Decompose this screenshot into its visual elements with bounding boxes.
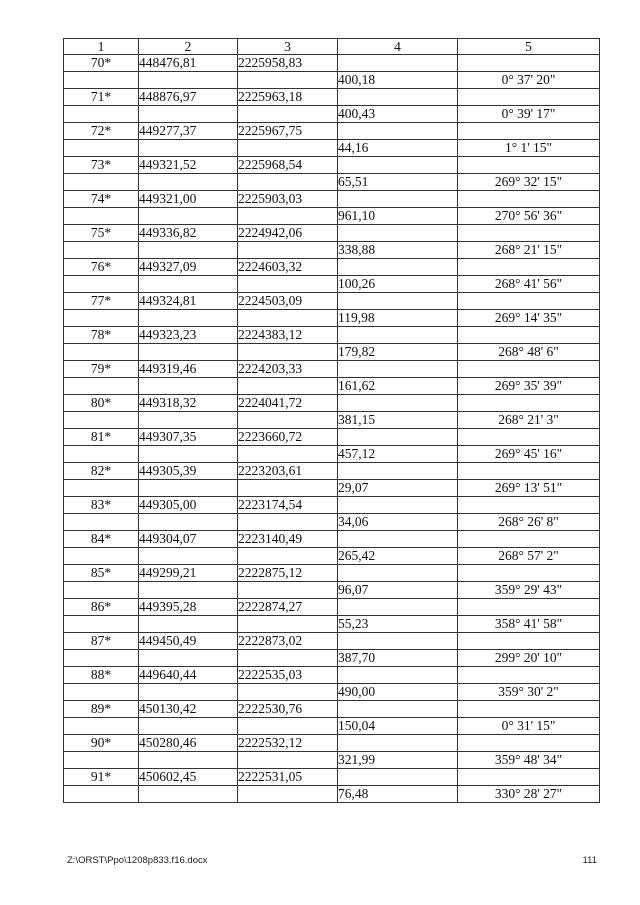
segment-angle: 268° 21' 15" <box>458 242 600 259</box>
table-row-point <box>64 259 600 276</box>
coordinate-y: 2225963,18 <box>238 89 338 106</box>
empty-cell <box>338 327 458 344</box>
point-number: 78* <box>64 327 139 344</box>
header-col-5: 5 <box>458 39 600 55</box>
point-number: 76* <box>64 259 139 276</box>
segment-angle: 0° 39' 17" <box>458 106 600 123</box>
coordinate-y: 2222875,12 <box>238 565 338 582</box>
empty-cell <box>458 123 600 140</box>
table-row-point <box>64 55 600 72</box>
empty-cell <box>458 361 600 378</box>
coordinate-x: 448876,97 <box>139 89 238 106</box>
empty-cell <box>338 259 458 276</box>
coordinate-y: 2225967,75 <box>238 123 338 140</box>
table-row-segment <box>64 650 600 667</box>
empty-cell <box>139 684 238 701</box>
coordinate-x: 449304,07 <box>139 531 238 548</box>
empty-cell <box>238 650 338 667</box>
point-number: 83* <box>64 497 139 514</box>
empty-cell <box>338 55 458 72</box>
empty-cell <box>238 412 338 429</box>
empty-cell <box>64 344 139 361</box>
segment-angle: 268° 26' 8" <box>458 514 600 531</box>
empty-cell <box>238 140 338 157</box>
page-number: 111 <box>582 855 597 866</box>
coordinate-y: 2222531,05 <box>238 769 338 786</box>
coordinate-y: 2225958,83 <box>238 55 338 72</box>
segment-distance: 490,00 <box>338 684 458 701</box>
empty-cell <box>458 293 600 310</box>
empty-cell <box>338 531 458 548</box>
empty-cell <box>458 667 600 684</box>
empty-cell <box>139 446 238 463</box>
table-row-segment <box>64 684 600 701</box>
table-header-row <box>64 39 600 55</box>
empty-cell <box>139 786 238 803</box>
table-row-point <box>64 395 600 412</box>
point-number: 82* <box>64 463 139 480</box>
segment-angle: 270° 56' 36" <box>458 208 600 225</box>
table-row-segment <box>64 72 600 89</box>
table-row-point <box>64 123 600 140</box>
coordinate-y: 2222535,03 <box>238 667 338 684</box>
table-row-segment <box>64 718 600 735</box>
empty-cell <box>64 140 139 157</box>
empty-cell <box>64 106 139 123</box>
empty-cell <box>64 548 139 565</box>
empty-cell <box>64 310 139 327</box>
empty-cell <box>238 786 338 803</box>
empty-cell <box>458 259 600 276</box>
empty-cell <box>64 412 139 429</box>
coordinate-y: 2223174,54 <box>238 497 338 514</box>
segment-distance: 265,42 <box>338 548 458 565</box>
segment-distance: 338,88 <box>338 242 458 259</box>
point-number: 75* <box>64 225 139 242</box>
empty-cell <box>139 378 238 395</box>
empty-cell <box>139 582 238 599</box>
empty-cell <box>64 650 139 667</box>
empty-cell <box>238 480 338 497</box>
empty-cell <box>238 718 338 735</box>
segment-angle: 359° 48' 34" <box>458 752 600 769</box>
empty-cell <box>139 208 238 225</box>
coordinate-y: 2222873,02 <box>238 633 338 650</box>
empty-cell <box>458 395 600 412</box>
table-row-segment <box>64 582 600 599</box>
empty-cell <box>338 769 458 786</box>
empty-cell <box>458 157 600 174</box>
segment-angle: 330° 28' 27" <box>458 786 600 803</box>
segment-distance: 34,06 <box>338 514 458 531</box>
segment-angle: 269° 45' 16" <box>458 446 600 463</box>
coordinate-x: 449321,00 <box>139 191 238 208</box>
segment-distance: 44,16 <box>338 140 458 157</box>
table-row-segment <box>64 514 600 531</box>
segment-distance: 65,51 <box>338 174 458 191</box>
empty-cell <box>139 174 238 191</box>
table-row-point <box>64 599 600 616</box>
empty-cell <box>64 242 139 259</box>
table-row-point <box>64 531 600 548</box>
coordinate-x: 450130,42 <box>139 701 238 718</box>
empty-cell <box>338 633 458 650</box>
table-row-segment <box>64 378 600 395</box>
table-row-point <box>64 633 600 650</box>
coordinate-x: 449277,37 <box>139 123 238 140</box>
table-row-segment <box>64 446 600 463</box>
coordinate-x: 449319,46 <box>139 361 238 378</box>
segment-angle: 269° 32' 15" <box>458 174 600 191</box>
segment-distance: 381,15 <box>338 412 458 429</box>
empty-cell <box>338 735 458 752</box>
empty-cell <box>139 514 238 531</box>
empty-cell <box>338 599 458 616</box>
segment-angle: 268° 57' 2" <box>458 548 600 565</box>
empty-cell <box>458 633 600 650</box>
segment-angle: 1° 1' 15" <box>458 140 600 157</box>
table-body <box>64 55 600 803</box>
empty-cell <box>139 72 238 89</box>
coordinate-x: 449321,52 <box>139 157 238 174</box>
coordinate-y: 2223140,49 <box>238 531 338 548</box>
coordinate-y: 2224383,12 <box>238 327 338 344</box>
empty-cell <box>338 89 458 106</box>
header-col-2: 2 <box>139 39 238 55</box>
empty-cell <box>458 89 600 106</box>
table-row-segment <box>64 752 600 769</box>
segment-angle: 0° 31' 15" <box>458 718 600 735</box>
empty-cell <box>338 429 458 446</box>
empty-cell <box>338 123 458 140</box>
empty-cell <box>238 684 338 701</box>
empty-cell <box>458 225 600 242</box>
segment-distance: 179,82 <box>338 344 458 361</box>
table-row-point <box>64 361 600 378</box>
empty-cell <box>338 463 458 480</box>
table-row-segment <box>64 412 600 429</box>
empty-cell <box>64 616 139 633</box>
segment-distance: 400,43 <box>338 106 458 123</box>
empty-cell <box>458 191 600 208</box>
point-number: 85* <box>64 565 139 582</box>
segment-distance: 961,10 <box>338 208 458 225</box>
empty-cell <box>338 361 458 378</box>
table-row-segment <box>64 548 600 565</box>
empty-cell <box>64 480 139 497</box>
table-row-point <box>64 701 600 718</box>
empty-cell <box>238 174 338 191</box>
point-number: 79* <box>64 361 139 378</box>
empty-cell <box>238 276 338 293</box>
empty-cell <box>64 752 139 769</box>
empty-cell <box>64 786 139 803</box>
empty-cell <box>338 293 458 310</box>
empty-cell <box>458 327 600 344</box>
table-row-point <box>64 735 600 752</box>
empty-cell <box>64 718 139 735</box>
empty-cell <box>139 140 238 157</box>
empty-cell <box>458 735 600 752</box>
footer-file-path: Z:\ORST\Ppo\1208p833.f16.docx <box>67 855 208 866</box>
coordinate-x: 450602,45 <box>139 769 238 786</box>
empty-cell <box>139 344 238 361</box>
empty-cell <box>238 242 338 259</box>
coordinate-y: 2225903,03 <box>238 191 338 208</box>
segment-distance: 161,62 <box>338 378 458 395</box>
point-number: 77* <box>64 293 139 310</box>
segment-distance: 119,98 <box>338 310 458 327</box>
empty-cell <box>64 208 139 225</box>
empty-cell <box>338 395 458 412</box>
segment-angle: 299° 20' 10" <box>458 650 600 667</box>
segment-distance: 150,04 <box>338 718 458 735</box>
coordinate-x: 449305,39 <box>139 463 238 480</box>
coordinate-x: 449395,28 <box>139 599 238 616</box>
empty-cell <box>338 701 458 718</box>
empty-cell <box>458 701 600 718</box>
table-row-point <box>64 327 600 344</box>
table-row-segment <box>64 786 600 803</box>
empty-cell <box>238 446 338 463</box>
table-row-point <box>64 667 600 684</box>
table-row-segment <box>64 174 600 191</box>
point-number: 71* <box>64 89 139 106</box>
coordinate-y: 2223660,72 <box>238 429 338 446</box>
coordinate-y: 2224503,09 <box>238 293 338 310</box>
table-row-segment <box>64 242 600 259</box>
table-row-point <box>64 565 600 582</box>
coordinate-x: 449450,49 <box>139 633 238 650</box>
coordinate-y: 2223203,61 <box>238 463 338 480</box>
coordinate-y: 2222532,12 <box>238 735 338 752</box>
segment-angle: 269° 14' 35" <box>458 310 600 327</box>
empty-cell <box>64 582 139 599</box>
point-number: 81* <box>64 429 139 446</box>
table-row-point <box>64 225 600 242</box>
table-row-point <box>64 191 600 208</box>
table-row-segment <box>64 208 600 225</box>
coordinates-table <box>63 38 600 803</box>
point-number: 80* <box>64 395 139 412</box>
empty-cell <box>64 684 139 701</box>
empty-cell <box>139 106 238 123</box>
point-number: 88* <box>64 667 139 684</box>
table-row-segment <box>64 480 600 497</box>
empty-cell <box>238 106 338 123</box>
coordinate-x: 450280,46 <box>139 735 238 752</box>
coordinate-y: 2224942,06 <box>238 225 338 242</box>
empty-cell <box>64 174 139 191</box>
coordinate-y: 2224041,72 <box>238 395 338 412</box>
segment-distance: 400,18 <box>338 72 458 89</box>
table-row-point <box>64 89 600 106</box>
empty-cell <box>139 276 238 293</box>
empty-cell <box>458 769 600 786</box>
point-number: 89* <box>64 701 139 718</box>
empty-cell <box>338 225 458 242</box>
point-number: 70* <box>64 55 139 72</box>
coordinate-y: 2224203,33 <box>238 361 338 378</box>
segment-distance: 457,12 <box>338 446 458 463</box>
empty-cell <box>139 548 238 565</box>
segment-distance: 76,48 <box>338 786 458 803</box>
point-number: 87* <box>64 633 139 650</box>
table-row-point <box>64 293 600 310</box>
table-row-segment <box>64 140 600 157</box>
table-row-point <box>64 769 600 786</box>
header-col-1: 1 <box>64 39 139 55</box>
segment-distance: 100,26 <box>338 276 458 293</box>
header-col-4: 4 <box>338 39 458 55</box>
empty-cell <box>139 752 238 769</box>
empty-cell <box>338 191 458 208</box>
empty-cell <box>338 157 458 174</box>
segment-distance: 55,23 <box>338 616 458 633</box>
empty-cell <box>458 599 600 616</box>
point-number: 91* <box>64 769 139 786</box>
empty-cell <box>64 514 139 531</box>
table-row-point <box>64 497 600 514</box>
coordinate-x: 449336,82 <box>139 225 238 242</box>
point-number: 74* <box>64 191 139 208</box>
empty-cell <box>139 310 238 327</box>
empty-cell <box>238 344 338 361</box>
point-number: 72* <box>64 123 139 140</box>
empty-cell <box>139 242 238 259</box>
empty-cell <box>458 531 600 548</box>
coordinate-x: 449318,32 <box>139 395 238 412</box>
point-number: 90* <box>64 735 139 752</box>
coordinate-x: 449324,81 <box>139 293 238 310</box>
coordinate-x: 449323,23 <box>139 327 238 344</box>
coordinate-x: 448476,81 <box>139 55 238 72</box>
empty-cell <box>64 72 139 89</box>
empty-cell <box>64 378 139 395</box>
coordinate-x: 449327,09 <box>139 259 238 276</box>
empty-cell <box>238 378 338 395</box>
coordinate-y: 2225968,54 <box>238 157 338 174</box>
segment-angle: 358° 41' 58" <box>458 616 600 633</box>
segment-distance: 96,07 <box>338 582 458 599</box>
segment-angle: 359° 30' 2" <box>458 684 600 701</box>
empty-cell <box>458 565 600 582</box>
segment-angle: 268° 21' 3" <box>458 412 600 429</box>
point-number: 73* <box>64 157 139 174</box>
empty-cell <box>238 752 338 769</box>
table-row-point <box>64 429 600 446</box>
empty-cell <box>238 310 338 327</box>
coordinate-x: 449307,35 <box>139 429 238 446</box>
coordinate-y: 2222530,76 <box>238 701 338 718</box>
table-row-point <box>64 157 600 174</box>
empty-cell <box>238 548 338 565</box>
empty-cell <box>139 718 238 735</box>
empty-cell <box>338 667 458 684</box>
coordinate-y: 2222874,27 <box>238 599 338 616</box>
segment-angle: 359° 29' 43" <box>458 582 600 599</box>
empty-cell <box>458 463 600 480</box>
segment-distance: 387,70 <box>338 650 458 667</box>
table-row-point <box>64 463 600 480</box>
table-row-segment <box>64 344 600 361</box>
segment-angle: 0° 37' 20" <box>458 72 600 89</box>
empty-cell <box>64 276 139 293</box>
segment-angle: 268° 48' 6" <box>458 344 600 361</box>
empty-cell <box>238 72 338 89</box>
coordinate-x: 449640,44 <box>139 667 238 684</box>
empty-cell <box>139 412 238 429</box>
empty-cell <box>338 565 458 582</box>
empty-cell <box>238 582 338 599</box>
empty-cell <box>238 208 338 225</box>
empty-cell <box>458 55 600 72</box>
empty-cell <box>139 616 238 633</box>
table-row-segment <box>64 106 600 123</box>
empty-cell <box>458 497 600 514</box>
empty-cell <box>238 616 338 633</box>
segment-distance: 29,07 <box>338 480 458 497</box>
segment-angle: 269° 35' 39" <box>458 378 600 395</box>
empty-cell <box>139 650 238 667</box>
empty-cell <box>238 514 338 531</box>
table-row-segment <box>64 616 600 633</box>
segment-angle: 269° 13' 51" <box>458 480 600 497</box>
table-row-segment <box>64 310 600 327</box>
coordinate-y: 2224603,32 <box>238 259 338 276</box>
table-row-segment <box>64 276 600 293</box>
segment-distance: 321,99 <box>338 752 458 769</box>
empty-cell <box>139 480 238 497</box>
empty-cell <box>64 446 139 463</box>
header-col-3: 3 <box>238 39 338 55</box>
segment-angle: 268° 41' 56" <box>458 276 600 293</box>
coordinate-x: 449305,00 <box>139 497 238 514</box>
empty-cell <box>458 429 600 446</box>
point-number: 86* <box>64 599 139 616</box>
coordinate-x: 449299,21 <box>139 565 238 582</box>
empty-cell <box>338 497 458 514</box>
point-number: 84* <box>64 531 139 548</box>
